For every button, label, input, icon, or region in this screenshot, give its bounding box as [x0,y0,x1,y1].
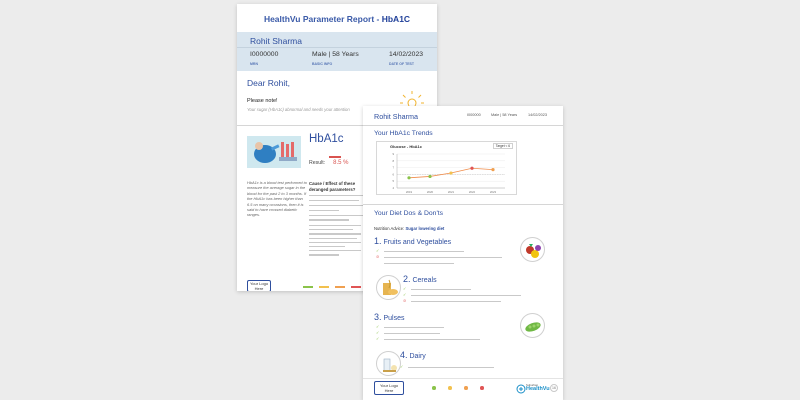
legend-borderline [448,386,452,390]
legend-normal [303,286,313,288]
category-number: 3. [374,312,382,322]
cause-text-lines [309,195,365,224]
date-value: 14/02/2023 [528,113,548,117]
brand-icon [516,384,526,394]
result-indicator [329,156,341,158]
check-icon: ✓ [376,248,380,253]
check-icon: ✓ [403,286,407,291]
legend-normal [432,386,436,390]
legend-borderline [319,286,329,288]
y-tick-label: 4 [392,186,394,190]
chart-target-label: Target < 6 [493,143,513,149]
y-tick-label: 5 [392,179,394,184]
result-label: Result: [309,160,326,166]
check-icon: ✓ [376,330,380,336]
brand-name: HealthVu [526,386,550,392]
x-tick-label: 2019 [405,190,413,194]
date-value: 14/02/2023 [389,51,424,58]
chart-title: Glucose - HbA1c [390,144,423,149]
category-dairy [400,350,426,360]
y-tick-label: 7 [392,165,394,170]
mrn-value: I0000000 [250,51,279,58]
logo-line-2: Here [254,285,264,291]
logo-line-2: Here [384,387,394,393]
cross-icon: ⊘ [376,254,380,260]
y-tick-label: 6 [392,172,394,177]
basic-info-value: Male | 58 Years [491,113,518,117]
check-icon: ✓ [403,292,407,298]
basic-info-value: Male | 58 Years [312,51,359,58]
brand-logo [516,383,550,395]
category-name: Fruits and Vegetables [383,239,452,246]
logo-line-1: Your Logo [379,383,399,388]
category-number: 2. [403,274,411,284]
parameter-description: HbA1c is a blood test performed to measure the average sugar in the blood for the past 2 to 3 months. If the HbA1c has been higher than 6.5 on many occasions, then it is said to have crossed diabetic ranges. [247,180,307,218]
legend-abnormal [335,286,345,288]
x-tick-label: 2020 [426,190,434,194]
legend-critical [351,286,361,288]
data-point [407,176,410,179]
report-page-2 [363,106,563,400]
x-tick-label: 2023 [489,190,497,194]
nutrition-advice [374,226,444,231]
basic-info-label: BASIC INFO [312,62,333,66]
page-number: 16 [550,384,558,392]
y-tick-label: 8 [392,158,394,163]
y-tick-label: 9 [392,152,394,156]
divider [363,125,563,126]
category-tips [403,286,531,305]
note-text: Your sugar (HbA1c) abnormal and needs your attention [247,107,350,112]
patient-name: Rohit Sharma [374,112,418,121]
category-tips [376,248,504,267]
greeting: Dear Rohit, [247,78,290,88]
check-icon: ✓ [400,364,404,369]
advice-value: Sugar lowering diet [405,226,445,231]
category-name: Cereals [412,277,437,284]
cross-icon: ⊘ [403,298,407,304]
divider [237,47,437,48]
category-number: 4. [400,350,408,360]
dairy-image [376,351,404,376]
mrn-label: MRN [250,62,258,66]
parameter-name: HbA1c [309,133,344,145]
category-number: 1. [374,236,382,246]
report-title: HealthVu Parameter Report - HbA1C [263,14,411,24]
data-point [470,167,473,170]
trend-chart-svg [377,142,518,196]
patient-info-band [237,32,437,71]
category-cereals [403,274,437,284]
note-heading: Please note! [247,98,278,104]
legend-abnormal [464,386,468,390]
blood-test-image [247,136,301,168]
trends-heading: Your HbA1c Trends [374,130,433,137]
cereals-image [376,275,401,300]
category-fruits-vegetables [374,236,451,246]
data-point [428,175,431,178]
divider [363,204,563,205]
logo-placeholder [374,381,404,395]
x-tick-label: 2021 [447,190,455,194]
divider [363,378,563,379]
fruits-image [520,237,545,262]
symptom-list [309,225,365,259]
logo-placeholder [247,280,271,291]
mrn-value: I000000 [467,113,481,117]
x-tick-label: 2022 [468,190,476,194]
legend-critical [480,386,484,390]
result [309,160,349,166]
diet-heading: Your Diet Dos & Don'ts [374,210,444,217]
data-point [491,168,494,171]
category-tips [400,364,528,370]
check-icon: ✓ [376,336,380,342]
data-point [449,171,452,174]
date-label: DATE OF TEST [389,62,415,66]
cause-heading: Cause / Effect of these deranged parameters? [309,181,356,192]
trend-chart [376,141,517,195]
category-tips [376,324,504,343]
brand-small: Suburban [526,383,539,387]
category-name: Pulses [383,315,405,322]
check-icon: ✓ [376,324,380,329]
category-pulses [374,312,404,322]
patient-name: Rohit Sharma [250,36,302,46]
pulses-image [520,313,545,338]
advice-label: Nutrition Advice: [374,226,405,231]
logo-line-1: Your Logo [249,281,269,286]
result-value: 8.5 % [333,160,349,166]
category-name: Dairy [409,353,426,360]
